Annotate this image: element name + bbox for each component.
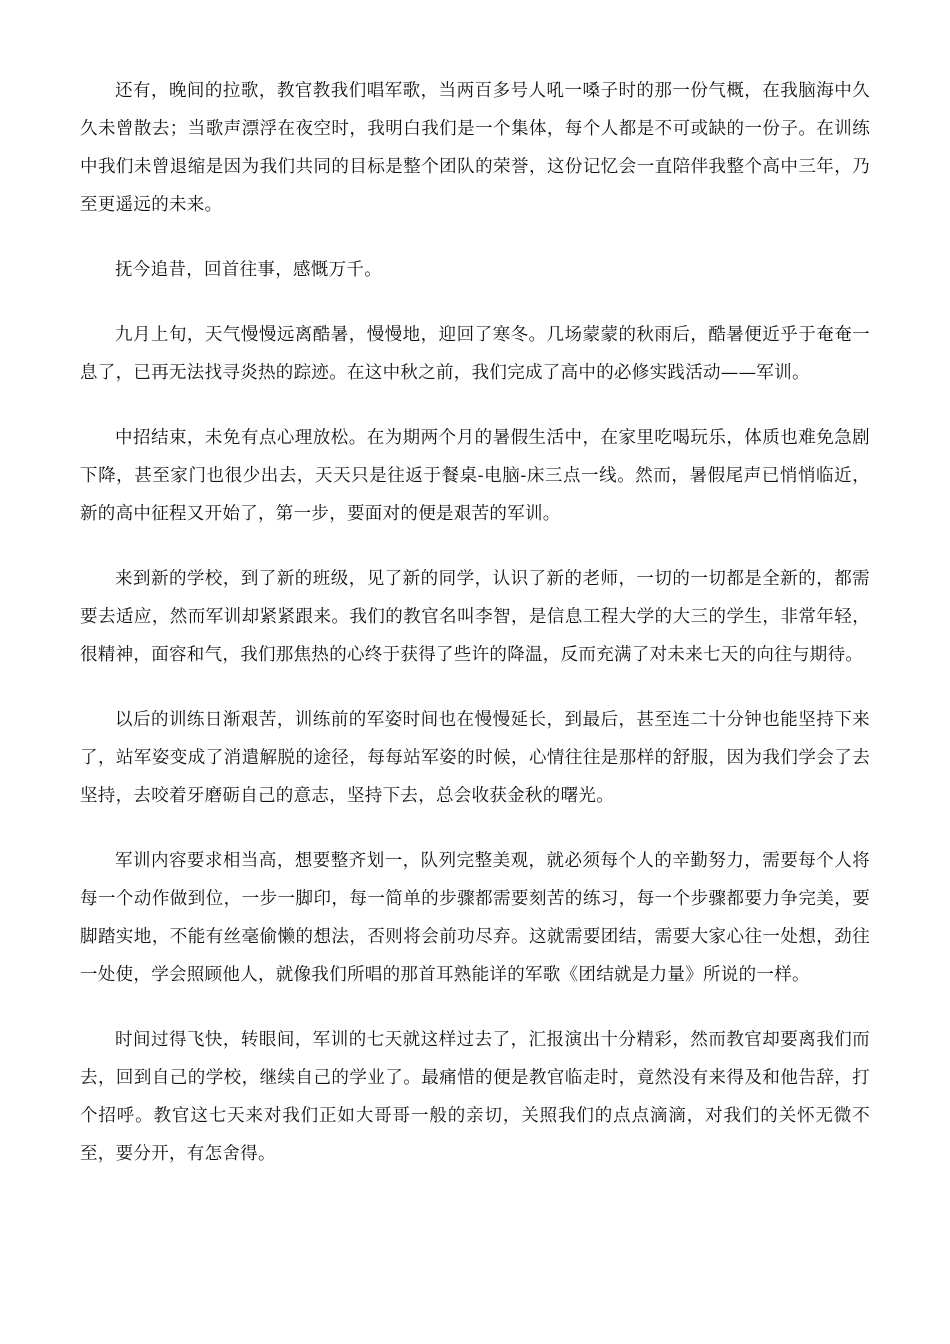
paragraph: 中招结束，未免有点心理放松。在为期两个月的暑假生活中，在家里吃喝玩乐，体质也难免急剧下降，甚至家门也很少出去，天天只是往返于餐桌-电脑-床三点一线。然而，暑假尾声已悄悄临近，新的高中征程又开始了，第一步，要面对的便是艰苦的军训。 (80, 428, 870, 524)
paragraph: 军训内容要求相当高，想要整齐划一，队列完整美观，就必须每个人的辛勤努力，需要每个人将每一个动作做到位，一步一脚印，每一简单的步骤都需要刻苦的练习，每一个步骤都要力争完美，要脚踏实地，不能有丝毫偷懒的想法，否则将会前功尽弃。这就需要团结，需要大家心往一处想，劲往一处使，学会照顾他人，就像我们所唱的那首耳熟能详的军歌《团结就是力量》所说的一样。 (80, 851, 870, 985)
paragraph: 抚今追昔，回首往事，感慨万千。 (115, 260, 382, 280)
paragraph: 来到新的学校，到了新的班级，见了新的同学，认识了新的老师，一切的一切都是全新的，都需要去适应，然而军训却紧紧跟来。我们的教官名叫李智，是信息工程大学的大三的学生，非常年轻，很精神，面容和气，我们那焦热的心终于获得了些许的降温，反而充满了对未来七天的向往与期待。 (80, 569, 870, 665)
paragraph: 时间过得飞快，转眼间，军训的七天就这样过去了，汇报演出十分精彩，然而教官却要离我们而去，回到自己的学校，继续自己的学业了。最痛惜的便是教官临走时，竟然没有来得及和他告辞，打个招呼。教官这七天来对我们正如大哥哥一般的亲切，关照我们的点点滴滴，对我们的关怀无微不至，要分开，有怎舍得。 (80, 1030, 870, 1164)
paragraph: 以后的训练日渐艰苦，训练前的军姿时间也在慢慢延长，到最后，甚至连二十分钟也能坚持下来了，站军姿变成了消遣解脱的途径，每每站军姿的时候，心情往往是那样的舒服，因为我们学会了去坚持，去咬着牙磨砺自己的意志，坚持下去，总会收获金秋的曙光。 (80, 710, 870, 806)
document-body (80, 72, 870, 1200)
paragraph: 九月上旬，天气慢慢远离酷暑，慢慢地，迎回了寒冬。几场蒙蒙的秋雨后，酷暑便近乎于奄奄一息了，已再无法找寻炎热的踪迹。在这中秋之前，我们完成了高中的必修实践活动——军训。 (80, 325, 870, 383)
paragraph: 还有，晚间的拉歌，教官教我们唱军歌，当两百多号人吼一嗓子时的那一份气概，在我脑海中久久未曾散去；当歌声漂浮在夜空时，我明白我们是一个集体，每个人都是不可或缺的一份子。在训练中我们未曾退缩是因为我们共同的目标是整个团队的荣誉，这份记忆会一直陪伴我整个高中三年，乃至更遥远的未来。 (80, 81, 870, 215)
